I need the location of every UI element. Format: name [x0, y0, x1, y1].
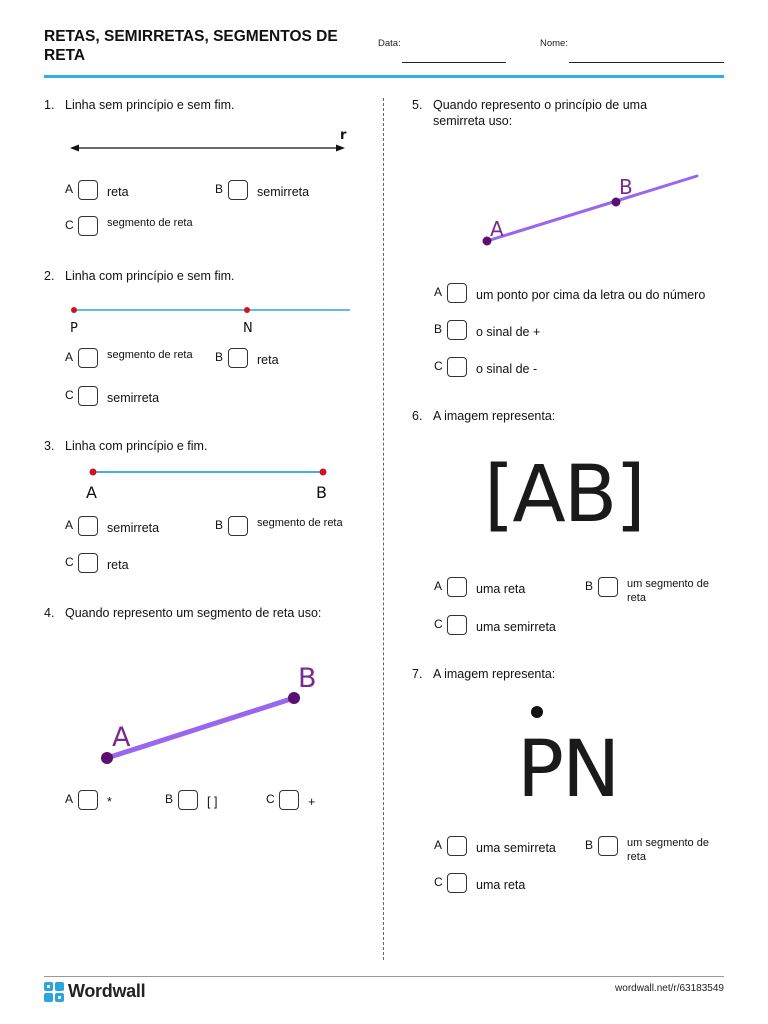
checkbox[interactable] [447, 873, 467, 893]
checkbox[interactable] [78, 790, 98, 810]
checkbox[interactable] [279, 790, 299, 810]
option-label: reta [107, 558, 129, 572]
question-2 [44, 268, 364, 284]
question-text: Linha com princípio e sem fim. [65, 269, 235, 283]
checkbox[interactable] [228, 516, 248, 536]
brand-name: Wordwall [68, 981, 146, 1001]
q4-option-b[interactable] [165, 790, 255, 814]
q5-option-a[interactable] [434, 283, 734, 307]
question-number: 2. [44, 269, 55, 283]
question-text: A imagem representa: [433, 667, 556, 681]
question-number: 4. [44, 606, 55, 620]
point-label-b: B [316, 483, 327, 502]
option-letter: A [434, 579, 443, 593]
option-letter: A [434, 285, 443, 299]
line-figure [64, 125, 354, 160]
checkbox[interactable] [447, 357, 467, 377]
option-label: o sinal de + [476, 325, 541, 339]
q7-option-a[interactable] [434, 836, 584, 860]
question-number: 5. [412, 98, 423, 112]
option-letter: A [434, 838, 443, 852]
option-label: uma semirreta [476, 841, 556, 855]
point-label-n: N [243, 321, 253, 336]
checkbox[interactable] [447, 836, 467, 856]
q6-option-b[interactable] [585, 577, 725, 604]
checkbox[interactable] [78, 386, 98, 406]
option-label: uma semirreta [476, 620, 556, 634]
option-letter: B [215, 182, 224, 196]
option-letter: B [434, 322, 443, 336]
ray-ab-figure [470, 170, 705, 255]
checkbox[interactable] [598, 577, 618, 597]
option-label: reta [107, 185, 129, 199]
q1-option-c[interactable] [65, 216, 205, 240]
q1-option-b[interactable] [215, 180, 355, 204]
question-number: 1. [44, 98, 55, 112]
option-label: [ ] [207, 795, 218, 809]
option-label: reta [257, 353, 279, 367]
question-text: Quando represento um segmento de reta uso: [65, 606, 322, 620]
checkbox[interactable] [228, 348, 248, 368]
option-letter: C [434, 359, 443, 373]
option-letter: B [215, 518, 224, 532]
point-label-a: A [86, 483, 97, 502]
q7-option-c[interactable] [434, 873, 584, 897]
option-letter: C [65, 388, 74, 402]
name-label: Nome: [540, 38, 568, 49]
option-label: um segmento de reta [627, 578, 709, 604]
line-label: r [340, 128, 347, 143]
option-label: + [308, 795, 316, 809]
option-label: semirreta [107, 521, 160, 535]
checkbox[interactable] [178, 790, 198, 810]
option-label: semirreta [257, 185, 310, 199]
point-label-b: B [298, 663, 317, 694]
question-3 [44, 438, 364, 454]
option-letter: C [434, 617, 443, 631]
option-letter: A [65, 182, 74, 196]
option-letter: B [165, 792, 174, 806]
option-letter: C [65, 555, 74, 569]
question-text: Linha com princípio e fim. [65, 439, 208, 453]
question-text: Linha sem princípio e sem fim. [65, 98, 235, 112]
option-label: um segmento de reta [627, 837, 709, 863]
q2-option-c[interactable] [65, 386, 205, 410]
checkbox[interactable] [447, 283, 467, 303]
footer-rule [44, 976, 724, 977]
option-label: segmento de reta [257, 517, 343, 529]
option-letter: A [65, 792, 74, 806]
header-rule [44, 75, 724, 78]
question-4 [44, 605, 374, 621]
checkbox[interactable] [228, 180, 248, 200]
option-label: * [107, 795, 112, 809]
point-label-a: A [112, 722, 131, 753]
worksheet-title: RETAS, SEMIRRETAS, SEGMENTOS DE RETA [44, 28, 338, 64]
option-label: uma reta [476, 582, 526, 596]
question-1 [44, 97, 364, 113]
option-letter: B [585, 838, 594, 852]
q7-option-b[interactable] [585, 836, 725, 863]
option-letter: C [434, 875, 443, 889]
column-divider [383, 98, 384, 960]
point-label-b: B [619, 175, 633, 199]
q1-option-a[interactable] [65, 180, 205, 204]
question-number: 7. [412, 667, 423, 681]
q3-option-b[interactable] [215, 516, 355, 540]
option-label: o sinal de - [476, 362, 538, 376]
footer-url[interactable]: wordwall.net/r/63183549 [615, 983, 724, 994]
question-number: 3. [44, 439, 55, 453]
point-label-p: P [70, 321, 78, 336]
question-5 [412, 97, 712, 131]
question-text: A imagem representa: [433, 409, 556, 423]
wordwall-logo-icon [44, 982, 64, 1002]
q2-option-b[interactable] [215, 348, 355, 372]
q3-option-a[interactable] [65, 516, 205, 540]
name-field[interactable] [569, 62, 724, 63]
option-letter: B [585, 579, 594, 593]
checkbox[interactable] [447, 577, 467, 597]
question-number: 6. [412, 409, 423, 423]
checkbox[interactable] [447, 320, 467, 340]
option-letter: A [65, 518, 74, 532]
option-letter: C [65, 218, 74, 232]
segment-notation-figure [480, 448, 660, 543]
ray-notation-figure [505, 695, 635, 805]
option-label: um ponto por cima da letra ou do número [476, 288, 706, 302]
option-label: segmento de reta [107, 217, 193, 229]
option-letter: C [266, 792, 275, 806]
question-6 [412, 408, 712, 424]
checkbox[interactable] [78, 516, 98, 536]
checkbox[interactable] [78, 216, 98, 236]
point-label-a: A [490, 217, 504, 241]
question-7 [412, 666, 712, 682]
segment-ab-figure [90, 660, 340, 775]
notation-text: PN [517, 725, 619, 805]
checkbox[interactable] [78, 180, 98, 200]
ray-figure [64, 300, 354, 338]
segment-figure [66, 462, 356, 504]
option-label: segmento de reta [107, 349, 193, 361]
checkbox[interactable] [78, 348, 98, 368]
option-label: semirreta [107, 391, 160, 405]
date-field[interactable] [402, 62, 506, 63]
option-letter: B [215, 350, 224, 364]
option-label: uma reta [476, 878, 526, 892]
question-text: Quando represento o princípio de uma semirreta uso: [433, 98, 648, 128]
q4-option-a[interactable] [65, 790, 155, 814]
q2-option-a[interactable] [65, 348, 205, 372]
option-letter: A [65, 350, 74, 364]
checkbox[interactable] [78, 553, 98, 573]
q6-option-c[interactable] [434, 615, 594, 639]
checkbox[interactable] [598, 836, 618, 856]
date-label: Data: [378, 38, 401, 49]
checkbox[interactable] [447, 615, 467, 635]
q4-option-c[interactable] [266, 790, 356, 814]
q5-option-b[interactable] [434, 320, 634, 344]
q6-option-a[interactable] [434, 577, 574, 601]
q5-option-c[interactable] [434, 357, 634, 381]
q3-option-c[interactable] [65, 553, 205, 577]
notation-text: [AB] [484, 450, 644, 540]
